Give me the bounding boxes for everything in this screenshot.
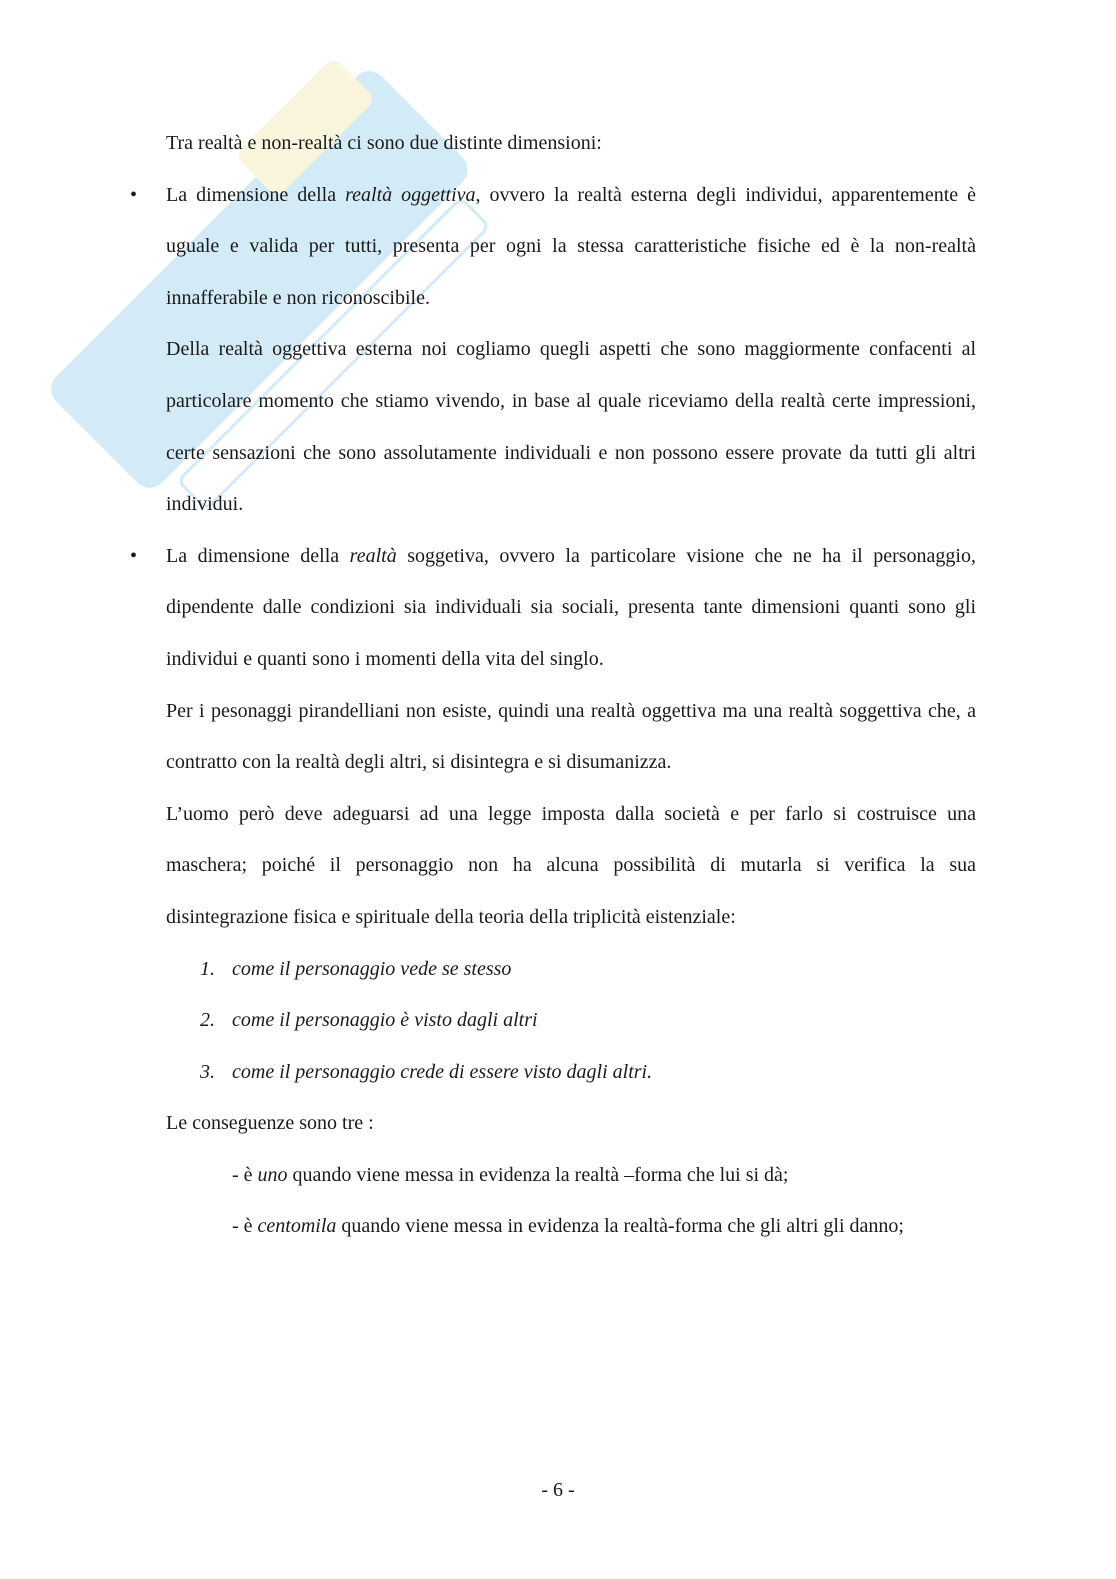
emphasis-term: uno	[257, 1163, 288, 1186]
numbered-item	[166, 995, 976, 1047]
bullet-item-oggettiva	[130, 170, 976, 531]
intro-paragraph: Tra realtà e non-realtà ci sono due distinte dimensioni:	[166, 132, 602, 154]
emphasis-term: centomila	[257, 1215, 337, 1238]
text-run: - è	[232, 1163, 258, 1186]
text-run: La dimensione della	[166, 183, 346, 206]
page-number: - 6 -	[541, 1479, 575, 1501]
bullet-continuation-paragraph: Per i pesonaggi pirandelliani non esiste, quindi una realtà oggettiva ma una realtà soggettiva che, a contratto con la realtà degli altri, si disintegra e si disumanizza.	[166, 699, 976, 774]
item-text: come il personaggio crede di essere visto dagli altri.	[232, 1060, 653, 1083]
bullet-continuation-paragraph: Della realtà oggettiva esterna noi cogliamo quegli aspetti che sono maggiormente confacenti al particolare momento che stiamo vivendo, in base al quale riceviamo della realtà certe impressioni, certe sensazioni che sono assolutamente individuali e non possono essere provate da tutti gli altri individui.	[166, 338, 976, 516]
document-body	[130, 118, 976, 1253]
item-text: come il personaggio è visto dagli altri	[232, 1009, 538, 1032]
text-run: - è	[232, 1215, 258, 1238]
numbered-item	[166, 1047, 976, 1099]
emphasis-term: realtà oggettiva	[345, 183, 476, 206]
text-run: soggetiva, ovvero la particolare visione che ne ha il personaggio, dipendente dalle condizioni sia individuali sia sociali, presenta tante dimensioni quanti sono gli individui e quanti sono i momenti della vita del singlo.	[166, 544, 976, 670]
item-number: 2.	[200, 1009, 215, 1032]
item-number: 3.	[200, 1060, 215, 1083]
bullet-paragraph	[166, 170, 976, 325]
text-run: quando viene messa in evidenza la realtà –forma che lui si dà;	[287, 1163, 789, 1186]
item-number: 1.	[200, 957, 215, 980]
dash-item-centomila	[232, 1201, 976, 1253]
bullet-paragraph	[166, 531, 976, 686]
bullet-icon: •	[130, 183, 138, 206]
bullet-item-soggettiva	[130, 531, 976, 944]
bullet-icon: •	[130, 544, 138, 567]
consequences-intro: Le conseguenze sono tre :	[166, 1112, 374, 1135]
text-run: La dimensione della	[166, 544, 350, 567]
text-run: , ovvero la realtà esterna degli individui, apparentemente è uguale e valida per tutti, presenta per ogni la stessa caratteristiche fisiche ed è la non-realtà innafferabile e non riconoscibile.	[166, 183, 976, 309]
dash-item-uno	[232, 1150, 976, 1202]
item-text: come il personaggio vede se stesso	[232, 957, 512, 980]
numbered-item	[166, 944, 976, 996]
bullet-continuation-paragraph: L’uomo però deve adeguarsi ad una legge imposta dalla società e per farlo si costruisce una maschera; poiché il personaggio non ha alcuna possibilità di mutarla si verifica la sua disintegrazione fisica e spirituale della teoria della triplicità eistenziale:	[166, 802, 976, 928]
emphasis-term: realtà	[349, 544, 397, 567]
text-run: quando viene messa in evidenza la realtà-forma che gli altri gli danno;	[336, 1215, 904, 1238]
